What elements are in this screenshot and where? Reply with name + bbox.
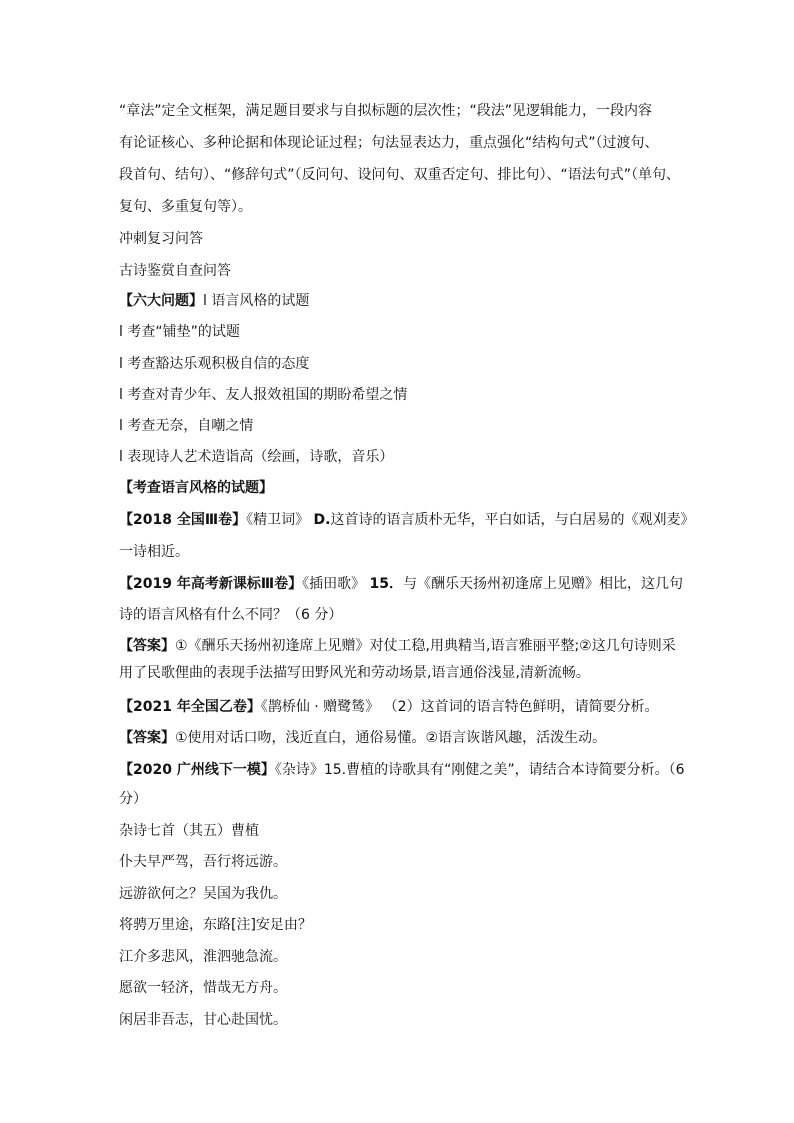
q2-title: 《插田歌》 bbox=[302, 576, 366, 592]
a3-text: ①使用对话口吻，浅近直白，通俗易懂。②语言诙谐风趣，活泼生动。 bbox=[175, 730, 607, 746]
intro-line-2: 有论证核心、多种论据和体现论证过程；句法显表达力，重点强化“结构句式”（过渡句、 bbox=[119, 135, 659, 151]
q3-source: 【2021 年全国乙卷】 bbox=[119, 699, 261, 715]
six-questions-tag: 【六大问题】 bbox=[119, 293, 203, 309]
heading-poetry: 古诗鉴赏自查问答 bbox=[119, 263, 231, 279]
six-questions-item-5: l 考查无奈，自嘲之情 bbox=[119, 418, 254, 434]
a2-tag: 【答案】 bbox=[119, 638, 175, 654]
q4-text: 15.曹植的诗歌具有“刚健之美”，请结合本诗简要分析。（6 bbox=[323, 762, 685, 778]
poem-line: 远游欲何之？吴国为我仇。 bbox=[119, 886, 287, 902]
six-questions-item-6: l 表现诗人艺术造诣高（绘画，诗歌，音乐） bbox=[119, 449, 394, 465]
q1-line bbox=[119, 510, 699, 530]
style-section-heading: 【考查语言风格的试题】 bbox=[119, 480, 273, 496]
a2-text-1: ①《酬乐天扬州初逢席上见赠》对仗工稳,用典精当,语言雅丽平整;②这几句诗则采 bbox=[175, 638, 676, 654]
a3-tag: 【答案】 bbox=[119, 730, 175, 746]
poem-title: 杂诗七首（其五）曹植 bbox=[119, 823, 259, 839]
intro-line-1: “章法”定全文框架，满足题目要求与自拟标题的层次性；“段法”见逻辑能力，一段内容 bbox=[119, 103, 653, 119]
q2-line bbox=[119, 574, 699, 594]
q1-title: 《精卫词》 bbox=[246, 512, 310, 528]
a2-line-1 bbox=[119, 636, 699, 656]
q3-title: 《鹊桥仙 · 赠鹭鸶》 bbox=[260, 699, 380, 715]
q1-text-cont: 一诗相近。 bbox=[119, 544, 189, 560]
poem-line: 将骋万里途，东路[注]安足由？ bbox=[119, 917, 312, 933]
poem-line: 闲居非吾志，甘心赴国忧。 bbox=[119, 1012, 287, 1028]
a3-line bbox=[119, 728, 699, 748]
q4-title: 《杂诗》 bbox=[274, 762, 324, 778]
q4-line bbox=[119, 760, 699, 780]
q2-source: 【2019 年高考新课标Ⅲ卷】 bbox=[119, 576, 303, 592]
q1-source: 【2018 全国Ⅲ卷】 bbox=[119, 512, 247, 528]
intro-line-3: 段首句、结句）、“修辞句式”（反问句、设问句、双重否定句、排比句）、“语法句式”（单句、 bbox=[119, 167, 681, 183]
q2-number: 15． bbox=[369, 576, 404, 592]
six-questions-item-2: l 考查“铺垫”的试题 bbox=[119, 324, 240, 340]
q2-text: 与《酬乐天扬州初逢席上见赠》相比，这几句 bbox=[403, 576, 684, 592]
six-questions-item-3: l 考查豁达乐观积极自信的态度 bbox=[119, 356, 310, 372]
intro-line-4: 复句、多重复句等）。 bbox=[119, 199, 252, 215]
q4-source: 【2020 广州线下一模】 bbox=[119, 762, 275, 778]
a2-line-2: 用了民歌俚曲的表现手法描写田野风光和劳动场景,语言通俗浅显,清新流畅。 bbox=[119, 665, 590, 681]
q1-text: 这首诗的语言质朴无华，平白如话，与白居易的《观刈麦》 bbox=[330, 512, 695, 528]
q4-text-cont: 分） bbox=[119, 791, 147, 807]
six-questions-item-1: l 语言风格的试题 bbox=[203, 293, 310, 309]
q3-text: （2）这首词的语言特色鲜明，请简要分析。 bbox=[383, 699, 659, 715]
six-questions-line bbox=[119, 291, 699, 311]
six-questions-item-4: l 考查对青少年、友人报效祖国的期盼希望之情 bbox=[119, 387, 408, 403]
q2-text-cont: 诗的语言风格有什么不同？（6 分） bbox=[119, 607, 343, 623]
q1-option: D. bbox=[313, 512, 331, 528]
heading-review: 冲刺复习问答 bbox=[119, 231, 203, 247]
q3-line bbox=[119, 697, 699, 717]
poem-line: 愿欲一轻济，惜哉无方舟。 bbox=[119, 980, 287, 996]
poem-line: 仆夫早严驾，吾行将远游。 bbox=[119, 854, 287, 870]
poem-line: 江介多悲风，淮泗驰急流。 bbox=[119, 949, 287, 965]
